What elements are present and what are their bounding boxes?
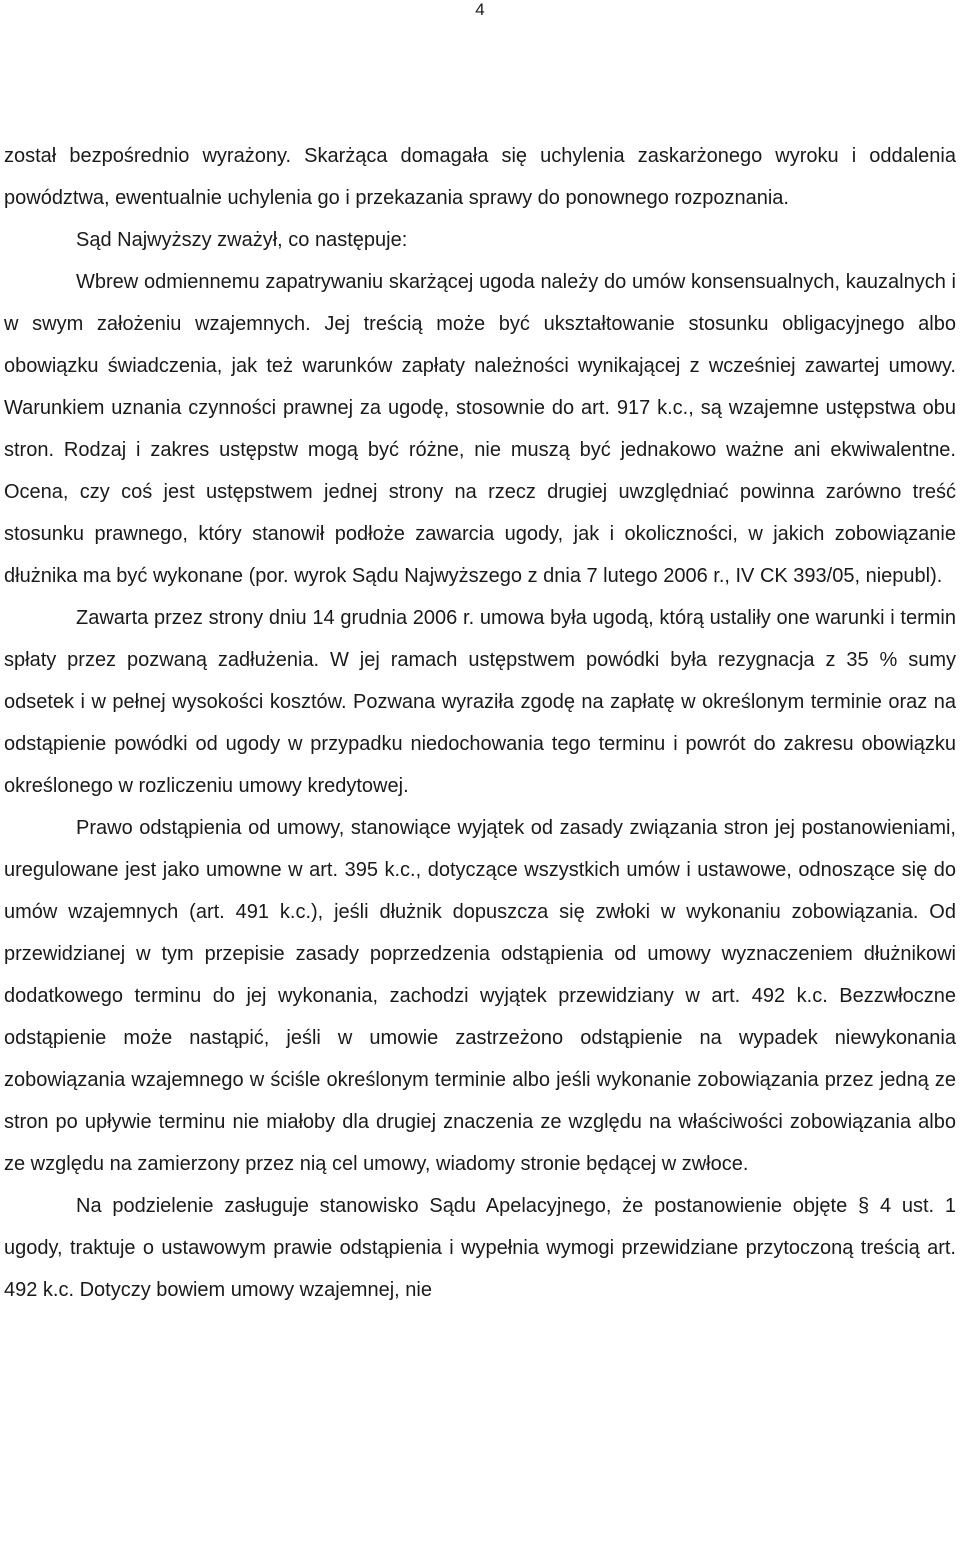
- paragraph-1: został bezpośrednio wyrażony. Skarżąca domagała się uchylenia zaskarżonego wyroku i oddalenia powództwa, ewentualnie uchylenia go i przekazania sprawy do ponownego rozpoznania.: [4, 145, 956, 209]
- paragraph-4: Zawarta przez strony dniu 14 grudnia 2006 r. umowa była ugodą, którą ustaliły one warunki i termin spłaty przez pozwaną zadłużenia. W jej ramach ustępstwem powódki była rezygnacja z 35 % sumy odsetek i w pełnej wysokości kosztów. Pozwana wyraziła zgodę na zapłatę w określonym terminie oraz na odstąpienie powódki od ugody w przypadku niedochowania tego terminu i powrót do zakresu obowiązku określonego w rozliczeniu umowy kredytowej.: [4, 607, 956, 797]
- page-number: 4: [475, 0, 485, 19]
- paragraph-5: Prawo odstąpienia od umowy, stanowiące wyjątek od zasady związania stron jej postanowieniami, uregulowane jest jako umowne w art. 395 k.c., dotyczące wszystkich umów i ustawowe, odnoszące się do umów wzajemnych (art. 491 k.c.), jeśli dłużnik dopuszcza się zwłoki w wykonaniu zobowiązania. Od przewidzianej w tym przepisie zasady poprzedzenia odstąpienia od umowy wyznaczeniem dłużnikowi dodatkowego terminu do jej wykonania, zachodzi wyjątek przewidziany w art. 492 k.c. Bezzwłoczne odstąpienie może nastąpić, jeśli w umowie zastrzeżono odstąpienie na wypadek niewykonania zobowiązania wzajemnego w ściśle określonym terminie albo jeśli wykonanie zobowiązania przez jedną ze stron po upływie terminu nie miałoby dla drugiej znaczenia ze względu na właściwości zobowiązania albo ze względu na zamierzony przez nią cel umowy, wiadomy stronie będącej w zwłoce.: [4, 817, 956, 1175]
- paragraph-3: Wbrew odmiennemu zapatrywaniu skarżącej ugoda należy do umów konsensualnych, kauzalnych i w swym założeniu wzajemnych. Jej treścią może być ukształtowanie stosunku obligacyjnego albo obowiązku świadczenia, jak też warunków zapłaty należności wynikającej z wcześniej zawartej umowy. Warunkiem uznania czynności prawnej za ugodę, stosownie do art. 917 k.c., są wzajemne ustępstwa obu stron. Rodzaj i zakres ustępstw mogą być różne, nie muszą być jednakowo ważne ani ekwiwalentne. Ocena, czy coś jest ustępstwem jednej strony na rzecz drugiej uwzględniać powinna zarówno treść stosunku prawnego, który stanowił podłoże zawarcia ugody, jak i okoliczności, w jakich zobowiązanie dłużnika ma być wykonane (por. wyrok Sądu Najwyższego z dnia 7 lutego 2006 r., IV CK 393/05, niepubl).: [4, 271, 956, 587]
- paragraph-6: Na podzielenie zasługuje stanowisko Sądu Apelacyjnego, że postanowienie objęte § 4 ust. 1 ugody, traktuje o ustawowym prawie odstąpienia i wypełnia wymogi przewidziane przytoczoną treścią art. 492 k.c. Dotyczy bowiem umowy wzajemnej, nie: [4, 1195, 956, 1301]
- paragraph-2: Sąd Najwyższy zważył, co następuje:: [76, 229, 408, 251]
- document-body: [4, 135, 956, 1311]
